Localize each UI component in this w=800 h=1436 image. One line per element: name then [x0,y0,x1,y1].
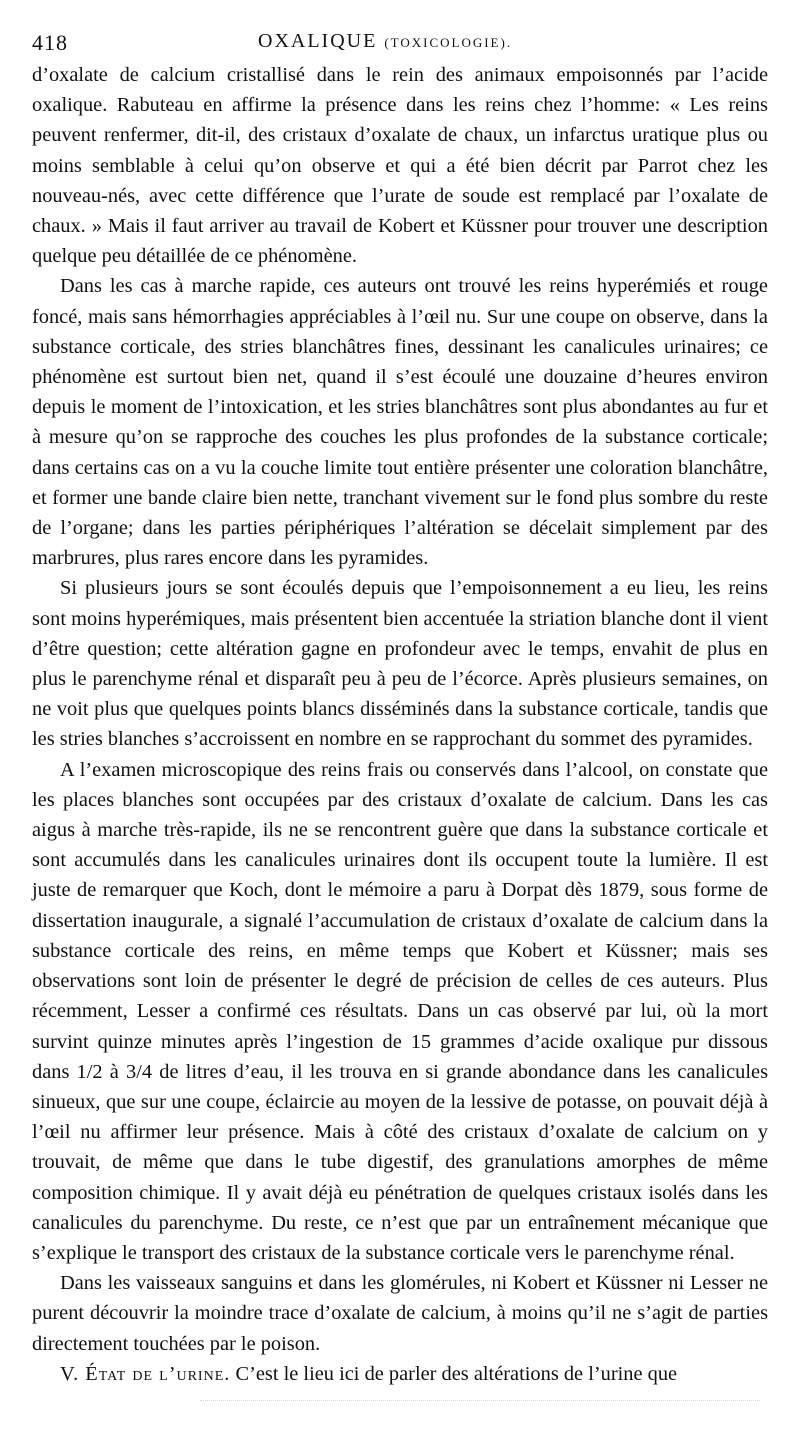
running-title [258,30,512,53]
paragraph-3: Si plusieurs jours se sont écoulés depuis que l’empoisonnement a eu lieu, les reins sont moins hyperémiques, mais présentent bien accentuée la striation blanche dont il vient d’être question; cette altération gagne en profondeur avec le temps, envahit de plus en plus le parenchyme rénal et disparaît peu à peu de l’écorce. Après plusieurs semaines, on ne voit plus que quelques points blancs disséminés dans la substance corticale, tandis que les stries blanches s’accroissent en nombre en se rapprochant du sommet des pyramides. [32,577,768,751]
section-label: V. État de l’urine. [60,1362,231,1385]
paragraph-1: d’oxalate de calcium cristallisé dans le rein des animaux empoisonnés par l’acide oxalique. Rabuteau en affirme la présence dans les reins chez l’homme: « Les reins peuvent renfermer, dit-il, des cristaux d’oxalate de chaux, un infarctus uratique plus ou moins semblable à celui qu’on observe et qui a été bien décrit par Parrot chez les nouveau-nés, avec cette différence que l’urate de soude est remplacé par l’oxalate de chaux. » Mais il faut arriver au travail de Kobert et Küssner pour trouver une description quelque peu détaillée de ce phénomène. [32,64,768,268]
page-header [32,22,768,60]
paragraph-4: A l’examen microscopique des reins frais ou conservés dans l’alcool, on constate que les places blanches sont occupées par des cristaux d’oxalate de calcium. Dans les cas aigus à marche très-rapide, ils ne se rencontrent guère que dans la substance corticale et sont accumulés dans les canalicules urinaires dont ils occupent toute la lumière. Il est juste de remarquer que Koch, dont le mémoire a paru à Dorpat dès 1879, sous forme de dissertation inaugurale, a signalé l’accumulation de cristaux d’oxalate de calcium dans la substance corticale des reins, en même temps que Kobert et Küssner; mais ses observations sont loin de présenter le degré de précision de celles de ces auteurs. Plus récemment, Lesser a confirmé ces résultats. Dans un cas observé par lui, où la mort survint quinze minutes après l’ingestion de 15 grammes d’acide oxalique pur dissous dans 1/2 à 3/4 de litres d’eau, il les trouva en si grande abondance dans les canalicules sinueux, que sur une coupe, éclaircie au moyen de la lessive de potasse, on pouvait déjà à l’œil nu affirmer leur présence. Mais à côté des cristaux d’oxalate de calcium on y trouvait, de même que dans le tube digestif, des granulations amorphes de même composition chimique. Il y avait déjà eu pénétration de quelques cristaux isolés dans les canalicules du parenchyme. Du reste, ce n’est que par un entraînement mécanique que s’explique le transport des cristaux de la substance corticale vers le parenchyme rénal. [32,758,768,1264]
section-heading-paragraph [32,1359,768,1389]
document-page [32,22,768,1389]
paragraph-2: Dans les cas à marche rapide, ces auteurs ont trouvé les reins hyperémiés et rouge foncé, mais sans hémorrhagies appréciables à l’œil nu. Sur une coupe on observe, dans la substance corticale, des stries blanchâtres fines, dessinant les canalicules urinaires; ce phénomène est surtout bien net, quand il s’est écoulé une douzaine d’heures environ depuis le moment de l’intoxication, et les stries blanchâtres sont plus abondantes au fur et à mesure qu’on se rapproche des couches les plus profondes de la substance corticale; dans certains cas on a vu la couche limite tout entière présenter une coloration blanchâtre, et former une bande claire bien nette, tranchant vivement sur le fond plus sombre du reste de l’organe; dans les parties périphériques l’altération se décelait simplement par des marbrures, plus rares encore dans les pyramides. [32,275,768,570]
running-title-sub: (TOXICOLOGIE). [384,35,513,50]
running-title-main: OXALIQUE [258,30,378,52]
page-bottom-artifact [200,1400,760,1403]
page-number: 418 [32,30,68,55]
section-text: C’est le lieu ici de parler des altérations de l’urine que [235,1362,678,1385]
paragraph-5: Dans les vaisseaux sanguins et dans les glomérules, ni Kobert et Küssner ni Lesser ne purent découvrir la moindre trace d’oxalate de calcium, à moins qu’il ne s’agit de parties directement touchées par le poison. [32,1272,768,1355]
body-text [32,60,768,1389]
